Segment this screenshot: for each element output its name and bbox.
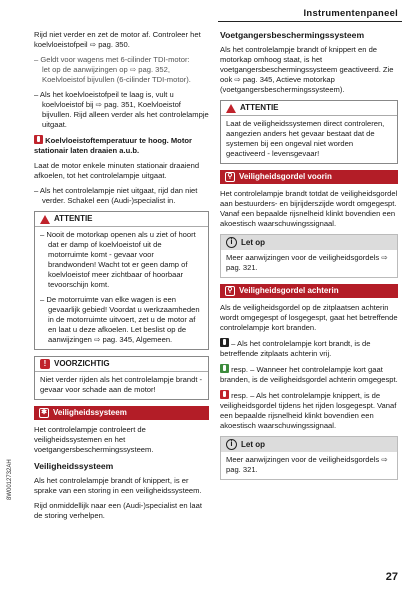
paragraph-safety-check: Het controlelampje controleert de veiligheidssystemen en het voetgangersbeschermingssysteem.	[34, 425, 154, 454]
caution-title: VOORZICHTIG	[54, 359, 110, 368]
paragraph-pedestrian: Als het controlelampje brandt of knippert en de motorkap omhoog staat, is het voetgangersbeschermingssysteem geactiveerd. Zie ook ⇨ pag. 345, Actieve motorkap (voetgangersbeschermingssysteem).	[220, 45, 394, 94]
attention-box	[34, 211, 209, 350]
paragraph-tdi-note: – Geldt voor wagens met 6-cilinder TDI-motor:	[34, 55, 190, 64]
right-column	[220, 30, 398, 486]
belt-buckled-icon	[220, 364, 229, 373]
paragraph-drive-to-specialist: Rijd onmiddellijk naar een (Audi-)specialist en laat de storing verhelpen.	[34, 501, 202, 520]
heading-safety-system: Veiligheidssysteem	[34, 461, 114, 471]
paragraph-check-coolant: Rijd niet verder en zet de motor af. Controleer het koelvloeistofpeil ⇨ pag. 350.	[34, 30, 201, 49]
left-column	[34, 30, 209, 526]
attention-title-right: ATTENTIE	[240, 103, 279, 112]
coolant-warning-icon	[34, 135, 43, 144]
document-code: 8W0012732AH	[7, 459, 13, 500]
paragraph-seat-free: – Als het controlelampje kort brandt, is de betreffende zitplaats achterin vrij.	[220, 339, 371, 358]
section-bar-label: Veiligheidsgordel achterin	[239, 286, 339, 295]
section-bar-seatbelt-front	[220, 170, 398, 184]
attention-item-2: – De motorruimte van elke wagen is een gevaarlijk gebied! Voordat u werkzaamheden in de motorruimte uitvoert, zet u de motor af en laat u deze afkoelen. Let beslist op de aanwijzingen ⇨ pag. 345, Algemeen.	[40, 295, 200, 344]
note-body-1: Meer aanwijzingen voor de veiligheidsgordels ⇨ pag. 321.	[226, 253, 388, 272]
note-box-2	[220, 436, 398, 480]
seatbelt-icon: ⚲	[225, 172, 235, 182]
caution-box	[34, 356, 209, 400]
exclamation-icon: !	[40, 359, 50, 369]
section-bar-safety-system	[34, 406, 209, 420]
info-icon: i	[226, 237, 237, 248]
note-title-1: Let op	[241, 237, 265, 247]
paragraph-belt-buckled: resp. – Wanneer het controlelampje kort gaat branden, is de veiligheidsgordel achterin omgegespt.	[220, 365, 398, 384]
note-body-2: Meer aanwijzingen voor de veiligheidsgordels ⇨ pag. 321.	[226, 455, 388, 474]
section-bar-label: Veiligheidssysteem	[53, 408, 127, 417]
info-icon: i	[226, 439, 237, 450]
belt-unbuckled-icon	[220, 390, 229, 399]
warning-triangle-icon	[226, 104, 236, 113]
paragraph-idle-cool: Laat de motor enkele minuten stationair draaiend afkoelen, tot het controlelampje uitgaat.	[34, 161, 200, 180]
paragraph-refill-coolant: – Als het koelvloeistofpeil te laag is, vult u koelvloeistof bij ⇨ pag. 351, Koelvloeistof bijvullen. Rijd alleen verder als het controlelampje uitgaat.	[34, 90, 209, 129]
heading-pedestrian-protection: Voetgangersbeschermingssysteem	[220, 30, 365, 40]
attention-box-right	[220, 100, 398, 164]
paragraph-seatbelt-front: Het controlelampje brandt totdat de veiligheidsgordel aan bestuurders- en bijrijderszijde wordt omgegespt. Vanaf een bepaalde rijsnelheid klinkt bovendien een akoestisch waarschuwingssignaal.	[220, 189, 398, 228]
page-number: 27	[385, 571, 398, 583]
seat-free-icon	[220, 338, 229, 347]
note-box-1	[220, 234, 398, 278]
airbag-icon: ✱	[39, 408, 49, 418]
warning-triangle-icon	[40, 215, 50, 224]
section-bar-seatbelt-rear	[220, 284, 398, 298]
header-rule	[218, 21, 402, 22]
paragraph-belt-unbuckled: resp. – Als het controlelampje knippert, is de veiligheidsgordel tijdens het rijden losgegespt. Vanaf een bepaalde rijsnelheid klinkt bovendien een akoestisch waarschuwingssignaal.	[220, 391, 397, 430]
attention-title: ATTENTIE	[54, 214, 93, 223]
attention-item-1: – Nooit de motorkap openen als u ziet of hoort dat er damp of koelvloeistof uit de motorruimte komt - gevaar voor brandwonden! Wacht tot er geen damp of koelvloeistof meer zichtbaar of hoorbaar tevoorschijn komt.	[40, 230, 196, 289]
coolant-temp-heading: Koelvloeistoftemperatuur te hoog. Motor stationair laten draaien a.u.b.	[34, 136, 192, 155]
paragraph-tdi-ref: let op de aanwijzingen op ⇨ pag. 352, Koelvloeistof bijvullen (6-cilinder TDI-motor).	[42, 65, 191, 84]
paragraph-contact-specialist: – Als het controlelampje niet uitgaat, rijd dan niet verder. Schakel een (Audi-)specialist in.	[34, 186, 198, 205]
note-title-2: Let op	[241, 439, 265, 449]
caution-body: Niet verder rijden als het controlelampje brandt - gevaar voor schade aan de motor!	[40, 375, 203, 394]
paragraph-safety-fault: Als het controlelampje brandt of knippert, is er sprake van een storing in een veiligheidssysteem.	[34, 476, 202, 495]
paragraph-seatbelt-rear: Als de veiligheidsgordel op de zitplaatsen achterin wordt omgegespt of losgegespt, gaat het betreffende controlelampje kort branden.	[220, 303, 398, 332]
section-bar-label: Veiligheidsgordel voorin	[239, 172, 332, 181]
section-title: Instrumentenpaneel	[303, 7, 398, 18]
attention-body-right: Laat de veiligheidssystemen direct controleren, aangezien anders het gevaar bestaat dat de systemen bij een ongeval niet worden geactiveerd - levensgevaar!	[226, 119, 385, 158]
seatbelt-rear-icon: ⚲	[225, 286, 235, 296]
page-header	[0, 0, 416, 22]
